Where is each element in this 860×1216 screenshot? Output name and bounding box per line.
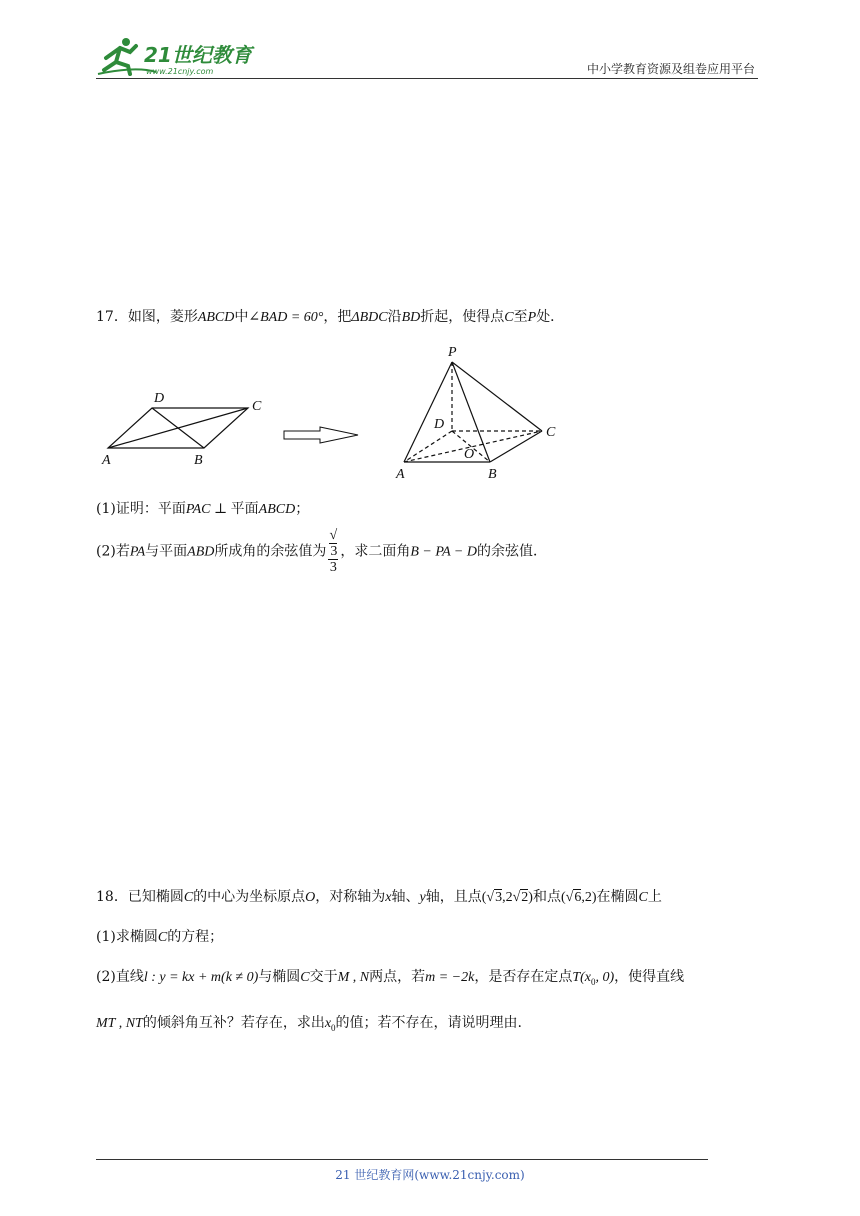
q18-part1: (1)求椭圆C的方程； (96, 929, 224, 945)
label-b-left: B (194, 453, 203, 468)
point-2: (√6,2) (560, 890, 597, 905)
q17-number: 17． (96, 309, 128, 325)
fold-arrow-icon (284, 427, 358, 443)
label-p: P (448, 345, 457, 360)
rhombus-diagram (108, 408, 248, 448)
label-c-right: C (546, 425, 556, 440)
q17-part1: (1)证明：平面PAC ⊥ 平面ABCD； (96, 501, 310, 517)
label-o: O (464, 447, 475, 462)
label-a-right: A (396, 467, 405, 482)
runner-logo-icon (96, 36, 266, 78)
site-logo (96, 36, 266, 78)
q17-part2: (2)若PA与平面ABD所成角的余弦值为 √ 3 3 ，求二面角B − PA − D的余弦值． (96, 528, 547, 575)
header-tagline: 中小学教育资源及组卷应用平台 (586, 62, 755, 76)
point-1: (√3,2√2) (481, 890, 533, 905)
footer-divider (96, 1159, 708, 1160)
header-divider (96, 78, 758, 79)
q17-figure (96, 340, 576, 490)
logo-url: www.21cnjy.com (146, 67, 214, 76)
sqrt3-over-3-fraction: √ 3 3 (329, 528, 338, 575)
label-a-left: A (102, 453, 111, 468)
q18-part2-cont: MT , NT的倾斜角互补？若存在，求出$x_0$的值；若不存在，请说明理由. (96, 1015, 522, 1033)
q18-part2: (2)直线l : y = kx + m(k ≠ 0)与椭圆C交于M , N两点，若m = −2k，是否存在定点$T(x_0$, 0)，使得直线 (96, 969, 685, 987)
q17-stem: 17．如图，菱形ABCD中∠BAD = 60°，把ΔBDC沿BD折起，使得点C至P处． (96, 309, 565, 325)
q18-stem: 18．已知椭圆C的中心为坐标原点O，对称轴为x轴、y轴，且点(√3,2√2)和点(√6,2)在椭圆C上 (96, 889, 662, 905)
label-d-left: D (154, 391, 165, 406)
footer-link[interactable]: 21 世纪教育网(www.21cnjy.com) (335, 1168, 525, 1182)
label-b-right: B (488, 467, 497, 482)
logo-text: 21世纪教育 (144, 43, 252, 67)
q18-number: 18． (96, 889, 128, 905)
label-d-right: D (434, 417, 445, 432)
label-c-left: C (252, 399, 262, 414)
